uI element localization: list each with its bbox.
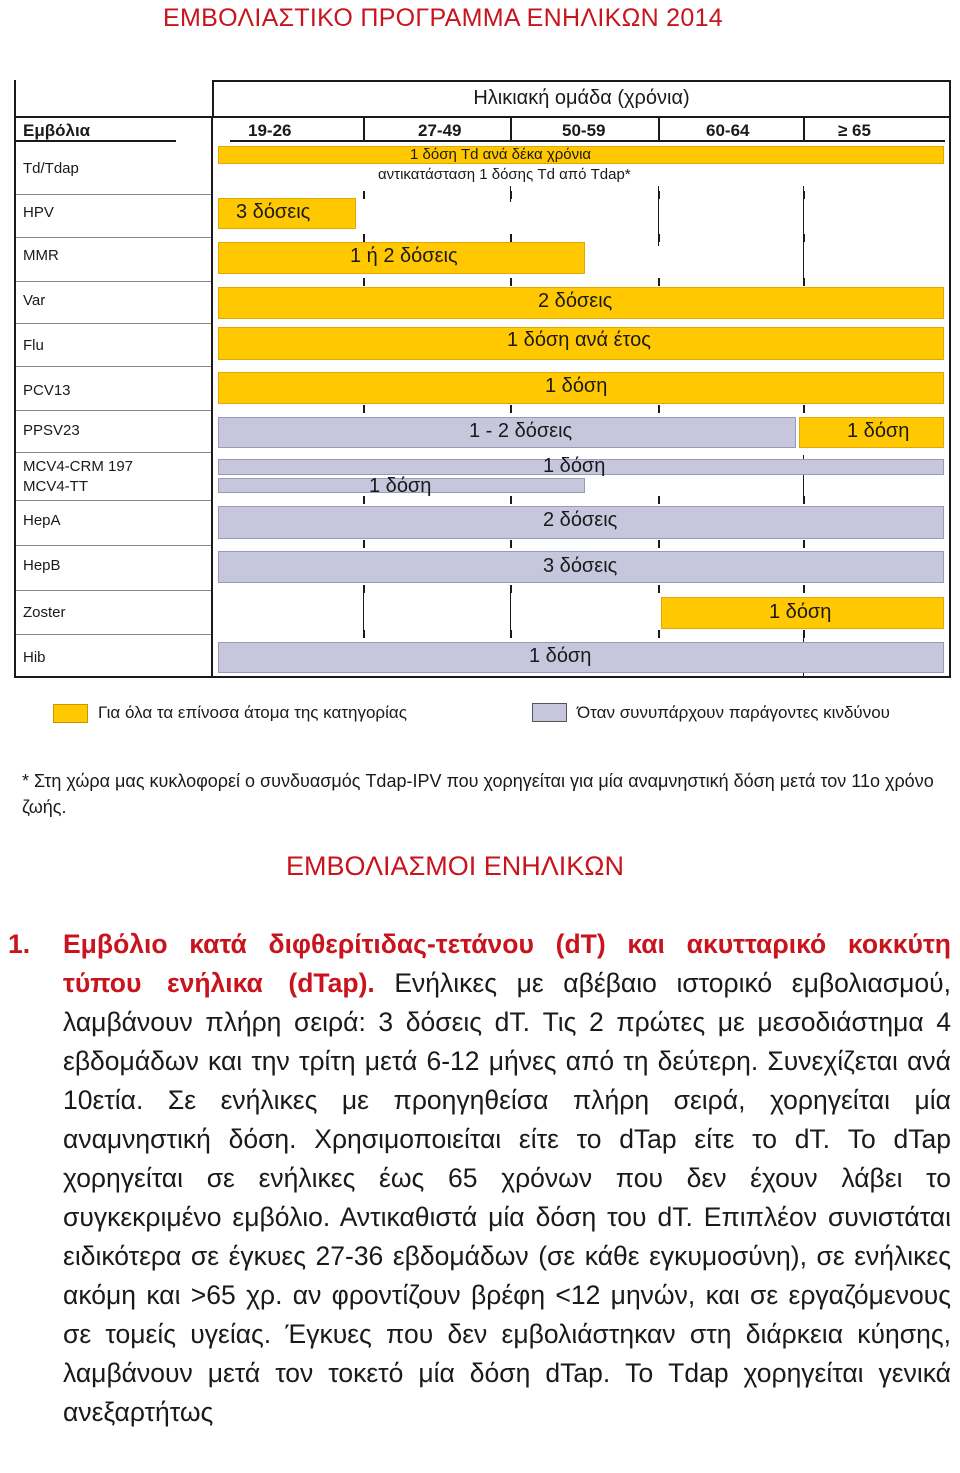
row-label-flu: Flu bbox=[23, 337, 44, 354]
age-column-60-64: 60-64 bbox=[706, 121, 750, 140]
schedule-top-rule bbox=[14, 116, 951, 118]
ppsv23-all-text: 1 δόση bbox=[847, 420, 910, 442]
column-tick bbox=[658, 405, 660, 413]
column-divider bbox=[211, 117, 213, 678]
row-label-zoster: Zoster bbox=[23, 604, 66, 621]
pcv13-text: 1 δόση bbox=[545, 375, 608, 397]
column-guide bbox=[363, 195, 364, 199]
header-underline bbox=[230, 140, 945, 142]
column-divider bbox=[658, 117, 660, 141]
item-body: Ενήλικες με αβέβαιο ιστορικό εμβολιασμού, λαμβάνουν πλήρη σειρά: 3 δόσεις dT. Τις 2 πρώτες με μεσοδιάστημα 4 εβδομάδων και την τρίτη μετά 6-12 μήνες από τη δεύτερη. Συνεχίζεται ανά 10ετία. Σε ενήλικες με προηγηθείσα πλήρη σειρά, χορηγείται μία αναμνηστική δόση. Χρησιμοποιείται είτε το dTap είτε το dT. Το dTap χορηγείται σε ενήλικες έως 65 χρόνων που δεν έχουν λάβει το συγκεκριμένο εμβόλιο. Αντικαθιστά μία δόση του dT. Επιπλέον συνιστάται ειδικότερα σε έγκυες 27-36 εβδομάδων (σε κάθε εγκυμοσύνη), σε ενήλικες ακόμη και >65 χρ. αν φροντίζουν βρέφη <12 μηνών, και σε εργαζόμενους σε τομείς υγείας. Έγκυες που δεν εμβολιάστηκαν στη διάρκεια κύησης, λαμβάνουν μετά τον τοκετό μία δόση dTap. Το Tdap χορηγείται γενικά ανεξαρτήτως bbox=[63, 968, 952, 1427]
column-tick bbox=[510, 234, 512, 242]
column-tick bbox=[363, 234, 365, 242]
row-label-mcv4-crm: MCV4-CRM 197 bbox=[23, 458, 134, 475]
mcv4-tt-text: 1 δόση bbox=[369, 475, 432, 497]
row-divider bbox=[16, 194, 211, 195]
item-number: 1. bbox=[8, 929, 31, 959]
age-group-title: Ηλικιακή ομάδα (χρόνια) bbox=[473, 87, 690, 109]
row-label-ppsv23: PPSV23 bbox=[23, 422, 80, 439]
row-divider bbox=[16, 281, 211, 282]
column-tick bbox=[658, 278, 660, 286]
legend-swatch-all bbox=[53, 704, 88, 723]
body-paragraph bbox=[8, 925, 952, 1432]
column-tick bbox=[363, 278, 365, 286]
column-tick bbox=[658, 585, 660, 593]
legend-label-all: Για όλα τα επίνοσα άτομα της κατηγορίας bbox=[98, 703, 407, 722]
td-tdap-text-2: αντικατάσταση 1 δόσης Td από Tdap* bbox=[378, 166, 631, 183]
vaccines-column-header: Εμβόλια bbox=[23, 121, 91, 140]
row-divider bbox=[16, 237, 211, 238]
row-label-hepa: HepA bbox=[23, 512, 61, 529]
hepb-text: 3 δόσεις bbox=[543, 555, 618, 577]
column-guide bbox=[658, 196, 659, 246]
section-title: ΕΜΒΟΛΙΑΣΜΟΙ ΕΝΗΛΙΚΩΝ bbox=[286, 851, 624, 881]
column-divider bbox=[510, 117, 512, 141]
mcv4-crm-text: 1 δόση bbox=[543, 455, 606, 477]
column-tick bbox=[803, 405, 805, 413]
column-tick bbox=[363, 496, 365, 504]
column-tick bbox=[658, 540, 660, 548]
hib-text: 1 δόση bbox=[529, 645, 592, 667]
td-tdap-text-1: 1 δόση Td ανά δέκα χρόνια bbox=[410, 146, 592, 163]
footnote: * Στη χώρα μας κυκλοφορεί ο συνδυασμός Tdap-IPV που χορηγείται για μία αναμνηστική δόση μετά τον 11ο χρόνο ζωής. bbox=[22, 771, 934, 817]
page-title: ΕΜΒΟΛΙΑΣΤΙΚΟ ΠΡΟΓΡΑΜΜΑ ΕΝΗΛΙΚΩΝ 2014 bbox=[163, 4, 723, 32]
item-heading: Εμβόλιο κατά διφθερίτιδας-τετάνου (dT) και ακυτταρικό κοκκύτη τύπου ενήλικα (dTap). bbox=[63, 929, 951, 998]
column-tick bbox=[363, 540, 365, 548]
row-divider bbox=[16, 366, 211, 367]
row-divider bbox=[16, 590, 211, 591]
row-divider bbox=[16, 323, 211, 324]
row-label-mcv4-tt: MCV4-TT bbox=[23, 478, 88, 495]
column-tick bbox=[658, 630, 660, 638]
row-divider bbox=[16, 410, 211, 411]
legend-label-risk: Όταν συνυπάρχουν παράγοντες κινδύνου bbox=[577, 703, 890, 722]
flu-text: 1 δόση ανά έτος bbox=[507, 329, 651, 351]
zoster-text: 1 δόση bbox=[769, 601, 832, 623]
column-tick bbox=[510, 405, 512, 413]
legend-swatch-risk bbox=[532, 703, 567, 722]
row-divider bbox=[16, 545, 211, 546]
row-label-pcv13: PCV13 bbox=[23, 382, 71, 399]
column-guide bbox=[510, 186, 511, 202]
column-tick bbox=[510, 278, 512, 286]
mmr-text: 1 ή 2 δόσεις bbox=[350, 245, 458, 267]
column-tick bbox=[658, 496, 660, 504]
column-guide bbox=[363, 590, 364, 635]
column-divider bbox=[803, 117, 805, 141]
row-label-mmr: MMR bbox=[23, 247, 59, 264]
hepa-text: 2 δόσεις bbox=[543, 509, 618, 531]
row-label-hib: Hib bbox=[23, 649, 46, 666]
row-label-hepb: HepB bbox=[23, 557, 61, 574]
column-tick bbox=[510, 496, 512, 504]
age-column-50-59: 50-59 bbox=[562, 121, 606, 140]
age-column-27-49: 27-49 bbox=[418, 121, 462, 140]
row-label-var: Var bbox=[23, 292, 46, 309]
row-label-td-tdap: Td/Tdap bbox=[23, 160, 79, 177]
header-underline bbox=[16, 140, 176, 142]
var-text: 2 δόσεις bbox=[538, 290, 613, 312]
column-guide bbox=[803, 186, 804, 281]
column-tick bbox=[363, 405, 365, 413]
row-divider bbox=[16, 452, 211, 453]
column-divider bbox=[363, 117, 365, 141]
column-tick bbox=[803, 585, 805, 593]
column-guide bbox=[510, 590, 511, 635]
age-column-19-26: 19-26 bbox=[248, 121, 292, 140]
column-tick bbox=[510, 540, 512, 548]
age-column-65-plus: ≥ 65 bbox=[838, 121, 871, 140]
column-tick bbox=[803, 540, 805, 548]
row-divider bbox=[16, 634, 211, 635]
row-label-hpv: HPV bbox=[23, 204, 54, 221]
row-divider bbox=[16, 500, 211, 501]
ppsv23-risk-text: 1 - 2 δόσεις bbox=[469, 420, 573, 442]
hpv-text: 3 δόσεις bbox=[236, 201, 311, 223]
